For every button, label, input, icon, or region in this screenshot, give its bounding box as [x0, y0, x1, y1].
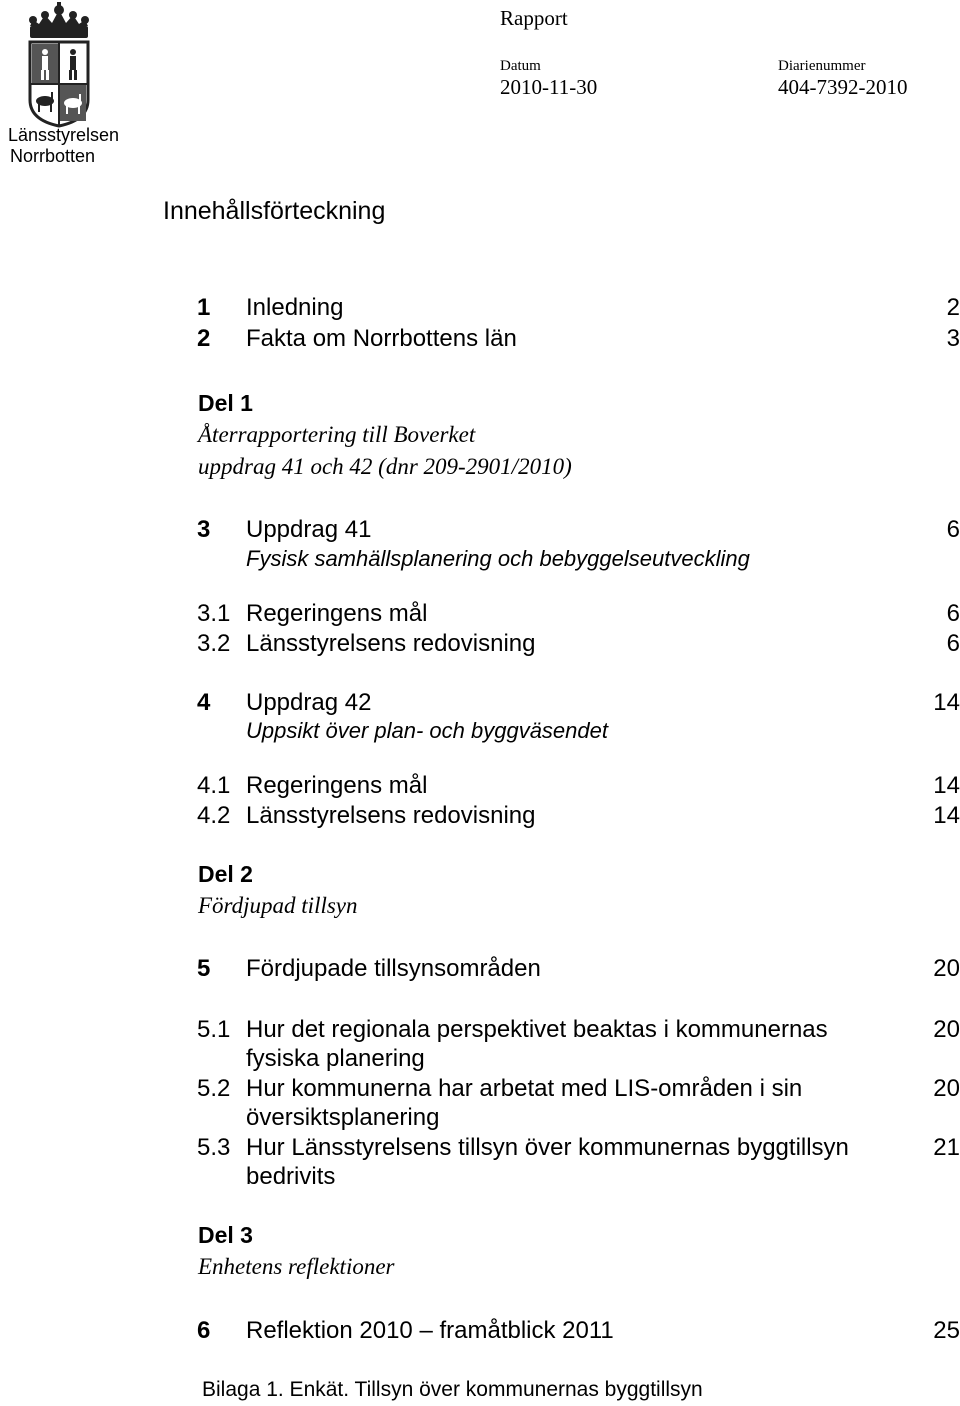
- toc-entry-title: Regeringens mål: [246, 600, 428, 627]
- toc-entry-title: Uppdrag 42: [246, 689, 372, 716]
- toc-entry-number: 4.2: [197, 802, 231, 829]
- date-value: 2010-11-30: [500, 75, 598, 99]
- toc-entry-page: 14: [933, 772, 960, 799]
- toc-entry-number: 2: [197, 325, 211, 352]
- toc-entry-subtitle: Fysisk samhällsplanering och bebyggelseutveckling: [246, 546, 750, 571]
- toc-entry-page: 25: [933, 1317, 960, 1344]
- toc-entry-title: Länsstyrelsens redovisning: [246, 630, 536, 657]
- toc-entry-number: 5.1: [197, 1016, 231, 1043]
- part-subtitle: Återrapportering till Boverket: [198, 422, 476, 447]
- toc-entry-page: 6: [946, 600, 960, 627]
- coat-of-arms-icon: [8, 2, 120, 168]
- toc-entry-page: 20: [933, 1016, 960, 1043]
- part-subtitle: uppdrag 41 och 42 (dnr 209-2901/2010): [198, 454, 572, 479]
- toc-entry-number: 1: [197, 294, 211, 321]
- part-subtitle: Enhetens reflektioner: [198, 1254, 395, 1279]
- toc-entry-page: 3: [946, 325, 960, 352]
- toc-entry-page: 6: [946, 630, 960, 657]
- toc-entry-number: 4: [197, 689, 211, 716]
- toc-entry-title: Uppdrag 41: [246, 516, 372, 543]
- toc-entry-page: 14: [933, 802, 960, 829]
- part-subtitle: Fördjupad tillsyn: [198, 893, 358, 918]
- toc-entry-number: 5.3: [197, 1134, 231, 1161]
- toc-entry-title: Länsstyrelsens redovisning: [246, 802, 536, 829]
- svg-text:Länsstyrelsen: Länsstyrelsen: [8, 125, 120, 145]
- part-label: Del 2: [198, 861, 253, 887]
- toc-entry-page: 6: [946, 516, 960, 543]
- part-label: Del 3: [198, 1222, 253, 1248]
- toc-entry-title-continued: fysiska planering: [246, 1045, 425, 1072]
- toc-entry-title: Reflektion 2010 – framåtblick 2011: [246, 1317, 614, 1344]
- reference-label: Diarienummer: [778, 58, 866, 74]
- toc-heading: Innehållsförteckning: [163, 197, 386, 225]
- toc-entry-page: 21: [933, 1134, 960, 1161]
- toc-entry-number: 3.1: [197, 600, 231, 627]
- toc-entry-title: Fördjupade tillsynsområden: [246, 955, 541, 982]
- svg-text:Norrbotten: Norrbotten: [10, 146, 96, 166]
- toc-entry-page: 20: [933, 1075, 960, 1102]
- toc-entry-page: 2: [946, 294, 960, 321]
- toc-entry-number: 3: [197, 516, 211, 543]
- toc-entry-title: Hur det regionala perspektivet beaktas i kommunernas: [246, 1016, 828, 1043]
- toc-entry-number: 6: [197, 1317, 211, 1344]
- toc-entry-number: 5: [197, 955, 211, 982]
- toc-entry-page: 14: [933, 689, 960, 716]
- date-label: Datum: [500, 58, 541, 74]
- document-type: Rapport: [500, 6, 568, 30]
- toc-entry-number: 3.2: [197, 630, 231, 657]
- toc-entry-page: 20: [933, 955, 960, 982]
- toc-entry-title-continued: bedrivits: [246, 1163, 336, 1190]
- toc-entry-title: Regeringens mål: [246, 772, 428, 799]
- toc-entry-subtitle: Uppsikt över plan- och byggväsendet: [246, 718, 608, 743]
- toc-entry-number: 5.2: [197, 1075, 231, 1102]
- toc-entry-title-continued: översiktsplanering: [246, 1104, 440, 1131]
- lansstyrelsen-logo: [8, 2, 120, 168]
- toc-entry-title: Fakta om Norrbottens län: [246, 325, 517, 352]
- part-label: Del 1: [198, 390, 253, 416]
- appendix-entry: Bilaga 1. Enkät. Tillsyn över kommunernas byggtillsyn: [202, 1378, 703, 1401]
- reference-value: 404-7392-2010: [778, 75, 908, 99]
- toc-entry-title: Hur Länsstyrelsens tillsyn över kommunernas byggtillsyn: [246, 1134, 849, 1161]
- toc-entry-title: Hur kommunerna har arbetat med LIS-områden i sin: [246, 1075, 803, 1102]
- toc-entry-title: Inledning: [246, 294, 344, 321]
- toc-entry-number: 4.1: [197, 772, 231, 799]
